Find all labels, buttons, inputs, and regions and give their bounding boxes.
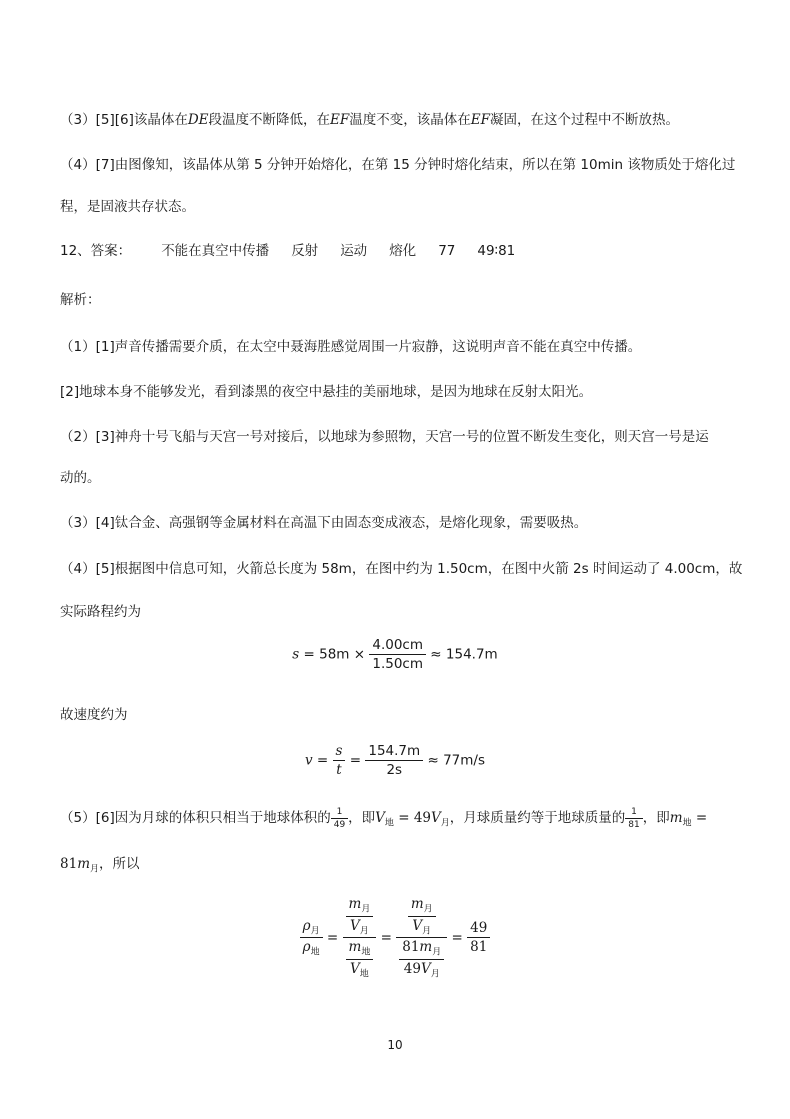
eq1-result: ≈ 154.7m — [426, 646, 498, 663]
item5-line1-end: = — [691, 810, 708, 826]
q11-item3-tail: 凝固，在这个过程中不断放热。 — [490, 112, 679, 128]
eq1-denominator: 1.50cm — [372, 656, 423, 672]
m-over-v-earth — [343, 938, 377, 979]
m-moon-num — [346, 896, 374, 917]
q12-answer-6: 49∶81 — [477, 243, 516, 259]
cf2-m-sub: 月 — [423, 904, 433, 915]
cf2-v2: V — [420, 961, 431, 978]
item2-line1: （2）[3]神舟十号飞船与天宫一号对接后，以地球为参照物，天宫一号的位置不断发生变化，则天宫一号是运 — [60, 429, 709, 445]
eq2-frac2-den: 2s — [386, 762, 403, 778]
distance-equation — [0, 637, 790, 672]
cf1-m2-sub: 地 — [361, 948, 371, 959]
item3-paragraph: （3）[4]钛合金、高强钢等金属材料在高温下由固态变成液态，是熔化现象，需要吸热。 — [60, 515, 588, 531]
result-fraction — [467, 920, 490, 955]
sub-earth-2: 地 — [682, 818, 692, 829]
q11-item3-line — [60, 108, 679, 128]
cf2-bottom — [396, 938, 447, 979]
analysis-label: 解析： — [60, 292, 101, 308]
item5-mid2: ，月球质量约等于地球质量的 — [449, 810, 626, 826]
item4-line2: 实际路程约为 — [60, 604, 141, 620]
item2-line2: 动的。 — [60, 470, 101, 486]
compound-fraction-1 — [343, 896, 377, 980]
q12-answer-5: 77 — [438, 243, 456, 259]
q12-answer-1: 不能在真空中传播 — [161, 243, 270, 259]
segment-ef-2: EF — [470, 112, 490, 128]
eq1-numerator: 4.00cm — [369, 637, 426, 655]
eq2-result: ≈ 77m/s — [423, 752, 485, 769]
sub-moon: 月 — [440, 818, 450, 829]
cf2-m2-sub: 月 — [432, 948, 442, 959]
rho-ratio — [300, 918, 323, 958]
cf1-v2-sub: 地 — [359, 969, 369, 980]
cf1-m-sub: 月 — [361, 904, 371, 915]
q11-item3-prefix: （3）[5][6]该晶体在 — [60, 112, 188, 128]
rho-earth — [300, 938, 323, 958]
eq2-frac2-num: 154.7m — [365, 743, 423, 761]
segment-de: DE — [187, 112, 209, 128]
cf1-v: V — [350, 917, 360, 934]
cf1-v-sub: 月 — [359, 926, 369, 937]
rho-moon-sub: 月 — [310, 926, 320, 937]
sub-moon-2: 月 — [90, 864, 100, 875]
m-earth: m — [669, 810, 683, 826]
v-earth-den — [346, 960, 374, 980]
q11-item3-mid2: 温度不变，该晶体在 — [349, 112, 471, 128]
cf2-bottom-den — [399, 960, 444, 980]
result-den: 81 — [470, 939, 488, 956]
m-moon-over-v-moon — [346, 896, 374, 936]
frac-1-49-num: 1 — [331, 807, 348, 819]
item5-mid1: ，即 — [348, 810, 376, 826]
segment-ef-1: EF — [330, 112, 350, 128]
frac-1-81-den: 81 — [628, 819, 640, 830]
q12-answer-3: 运动 — [340, 243, 368, 259]
eq2-lhs: v — [304, 752, 313, 769]
eq2-frac1-num: s — [333, 743, 346, 761]
density-ratio-equation: $\frac{\rho_月}{\rho_地}$ = $\frac{\frac{m_月}{V_月}}{\frac{m_地}{V_地}}$ = $\frac{\frac{m_月}{V_月}}{\frac{81m_月}{49V_月}}$ = $\frac{49}{81}$ — [0, 896, 790, 980]
q11-item4-line1: （4）[7]由图像知，该晶体从第 5 分钟开始熔化，在第 15 分钟时熔化结束，所以在第 10min 该物质处于熔化过 — [60, 157, 736, 173]
cf2-bottom-num — [399, 939, 444, 960]
cf2-v: V — [412, 917, 423, 934]
item1-paragraph2: [2]地球本身不能够发光，看到漆黑的夜空中悬挂的美丽地球，是因为地球在反射太阳光。 — [60, 384, 593, 400]
cf2-v2-sub: 月 — [430, 969, 440, 980]
q11-item4-line2: 程，是固液共存状态。 — [60, 199, 195, 215]
speed-intro: 故速度约为 — [60, 707, 128, 723]
q12-answer-2: 反射 — [291, 243, 319, 259]
eq2-frac1-den: t — [336, 762, 342, 778]
cf2-top-frac — [408, 896, 436, 936]
cf1-v2: V — [350, 961, 360, 978]
cf2-m2: m — [419, 939, 433, 956]
cf2-49: 49 — [403, 961, 421, 978]
item5-line2-tail: ，所以 — [99, 856, 140, 872]
cf1-m: m — [348, 896, 362, 912]
eq1-lhs: s — [292, 646, 300, 663]
cf2-top — [396, 896, 447, 938]
v-moon-den — [346, 917, 374, 937]
frac-1-49-den: 49 — [333, 819, 346, 830]
item5-prefix: （5）[6]因为月球的体积只相当于地球体积的 — [60, 810, 331, 826]
q12-label: 12、答案： — [60, 243, 132, 259]
eq1-fraction — [369, 637, 426, 672]
cf2-top-den — [408, 917, 436, 937]
rho-moon-symbol: ρ — [302, 917, 311, 934]
q12-answer-line — [60, 239, 515, 259]
rho-moon — [300, 918, 323, 939]
item5-mid3: ，即 — [642, 810, 670, 826]
m-moon: m — [77, 856, 90, 872]
speed-equation: v = $\frac{s}{t}$ = $\frac{154.7m}{2s}$ ≈ 77m/s — [304, 743, 485, 778]
eq2-fraction-st — [333, 743, 346, 778]
cf2-81: 81 — [402, 939, 420, 956]
cf2-m: m — [410, 896, 424, 912]
cf2-v-sub: 月 — [422, 926, 432, 937]
eq2-fraction-values — [365, 743, 423, 778]
item1-paragraph1: （1）[1]声音传播需要介质，在太空中聂海胜感觉周围一片寂静，这说明声音不能在真空中传播。 — [60, 339, 642, 355]
sub-earth: 地 — [384, 818, 394, 829]
q12-answer-4: 熔化 — [389, 243, 417, 259]
item5-line2 — [60, 852, 140, 875]
result-num: 49 — [467, 920, 490, 938]
fraction-1-81 — [625, 807, 642, 830]
rho-earth-symbol: ρ — [302, 939, 311, 956]
item4-line1: （4）[5]根据图中信息可知，火箭总长度为 58m，在图中约为 1.50cm，在图中火箭 2s 时间运动了 4.00cm，故 — [60, 561, 743, 577]
v-earth: V — [375, 810, 385, 826]
cf2-bottom-frac — [399, 939, 444, 979]
page-number: 10 — [387, 1038, 403, 1052]
frac-1-81-num: 1 — [625, 807, 642, 819]
compound-fraction-2 — [396, 896, 447, 980]
m-earth-num — [346, 939, 374, 960]
item5-line1 — [60, 806, 707, 830]
rho-earth-sub: 地 — [310, 948, 320, 959]
fraction-1-49 — [331, 807, 348, 830]
cf2-top-num — [408, 896, 436, 917]
q11-item3-mid1: 段温度不断降低，在 — [208, 112, 331, 128]
v-moon: V — [431, 810, 441, 826]
item5-eq-mid: = 49 — [393, 810, 432, 826]
m-over-v-moon — [343, 896, 377, 938]
item5-81: 81 — [60, 856, 78, 872]
eq1-middle: = 58m × — [299, 646, 370, 663]
m-earth-over-v-earth — [346, 939, 374, 979]
cf1-m2: m — [348, 939, 362, 956]
